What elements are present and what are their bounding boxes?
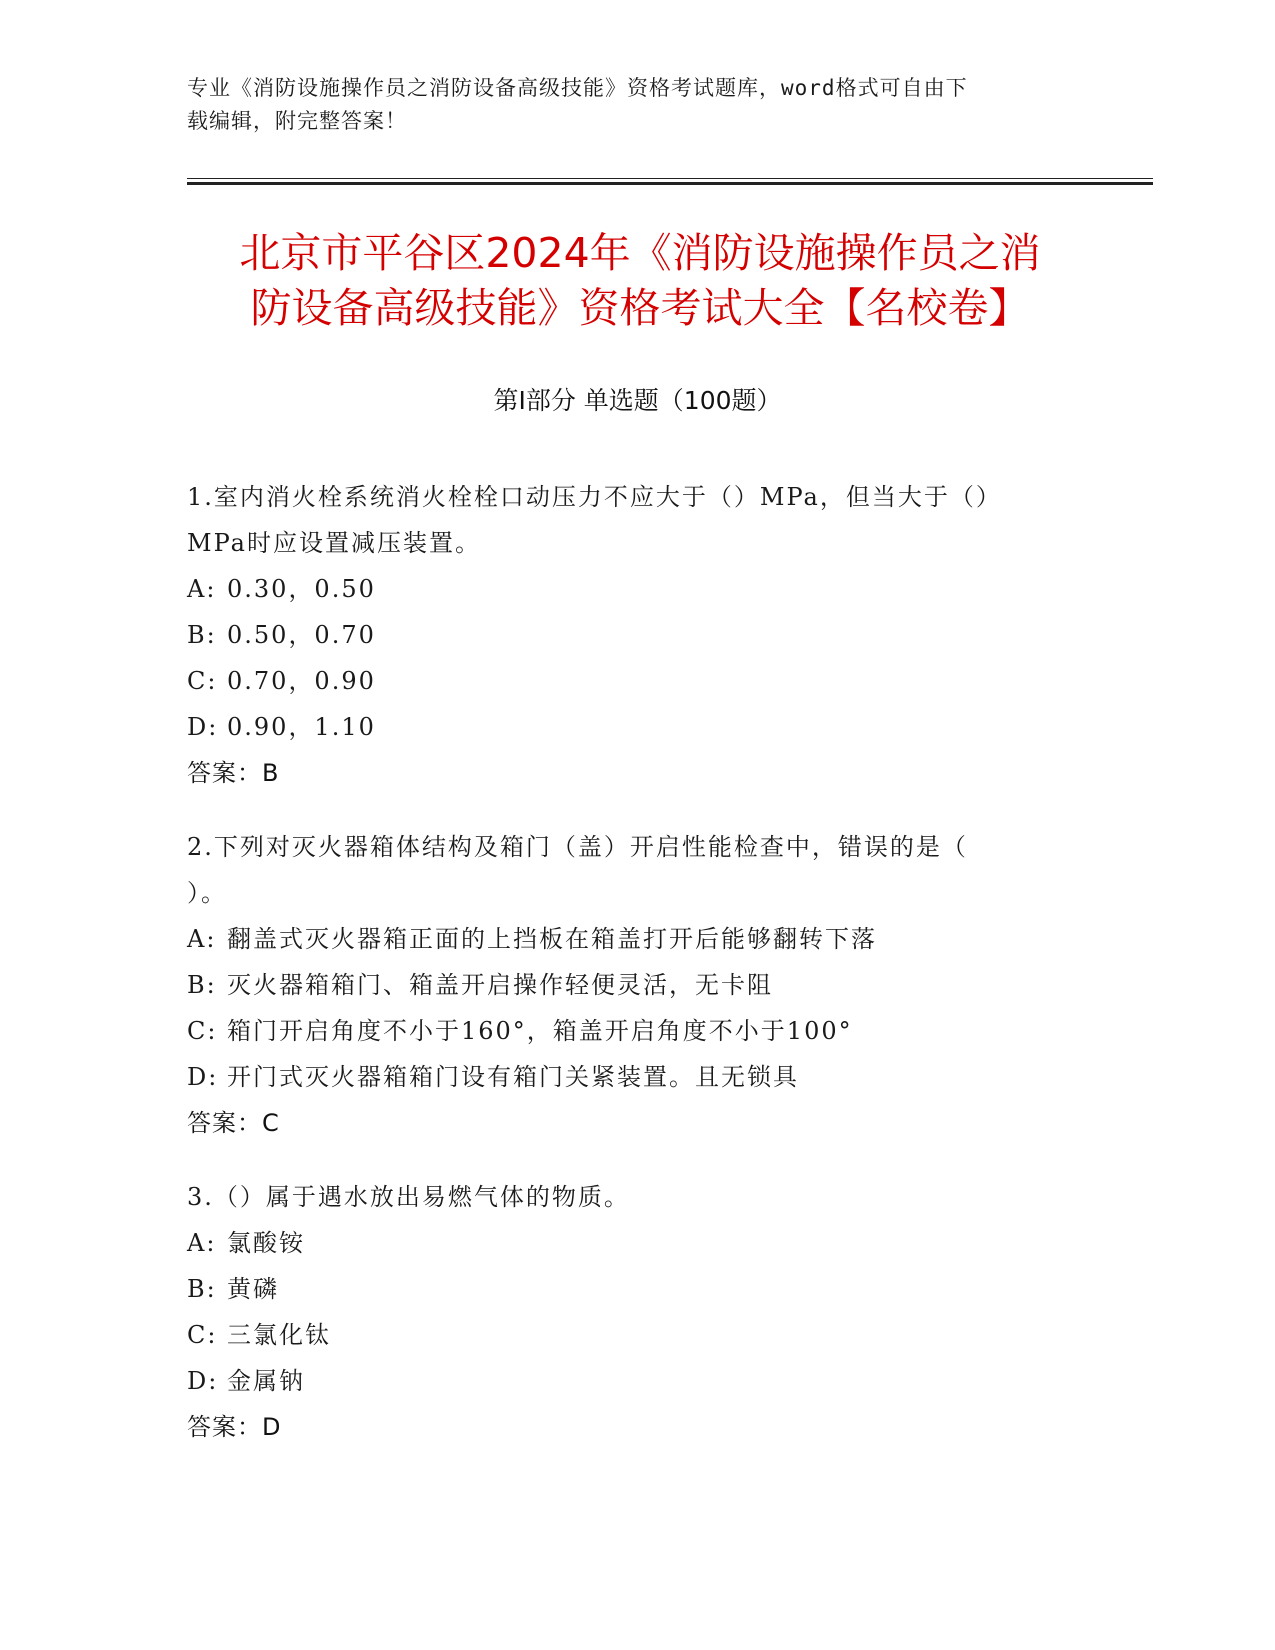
question-1 xyxy=(187,474,1087,796)
header-divider-thick xyxy=(187,182,1153,185)
header-divider-thin xyxy=(187,178,1153,179)
header-note-line1: 专业《消防设施操作员之消防设备高级技能》资格考试题库，word格式可自由下 xyxy=(187,76,968,100)
document-title xyxy=(180,226,1100,336)
document-title-line1: 北京市平谷区2024年《消防设施操作员之消 xyxy=(239,229,1041,277)
option-text: 箱门开启角度不小于160°，箱盖开启角度不小于100° xyxy=(227,1017,853,1045)
question-2 xyxy=(187,824,1087,1146)
option-b xyxy=(187,962,1087,1008)
question-stem-line2: MPa时应设置减压装置。 xyxy=(187,529,481,557)
option-key: D: xyxy=(187,1367,219,1395)
option-a xyxy=(187,566,1087,612)
answer-label: 答案：D xyxy=(187,1413,282,1441)
option-key: A: xyxy=(187,1229,217,1257)
option-key: B: xyxy=(187,971,217,999)
option-key: B: xyxy=(187,1275,217,1303)
question-list xyxy=(187,474,1087,1478)
header-note-line2: 载编辑，附完整答案！ xyxy=(187,109,407,133)
option-a xyxy=(187,916,1087,962)
option-key: A: xyxy=(187,925,217,953)
section-heading: 第Ⅰ部分 单选题（100题） xyxy=(493,386,782,415)
option-c xyxy=(187,658,1087,704)
question-stem-line1: 3.（）属于遇水放出易燃气体的物质。 xyxy=(187,1183,630,1211)
option-c xyxy=(187,1008,1087,1054)
option-key: C: xyxy=(187,1017,218,1045)
option-d xyxy=(187,1054,1087,1100)
option-d xyxy=(187,1358,1087,1404)
option-key: B: xyxy=(187,621,217,649)
option-text: 黄磷 xyxy=(227,1275,279,1303)
answer-label: 答案：B xyxy=(187,759,280,787)
option-text: 0.70，0.90 xyxy=(227,667,376,695)
option-a xyxy=(187,1220,1087,1266)
option-text: 三氯化钛 xyxy=(227,1321,331,1349)
question-stem-line2: ）。 xyxy=(187,879,227,907)
option-b xyxy=(187,612,1087,658)
option-key: A: xyxy=(187,575,217,603)
option-text: 灭火器箱箱门、箱盖开启操作轻便灵活，无卡阻 xyxy=(227,971,773,999)
option-d xyxy=(187,704,1087,750)
option-text: 金属钠 xyxy=(227,1367,305,1395)
option-key: C: xyxy=(187,1321,218,1349)
document-title-line2: 防设备高级技能》资格考试大全【名校卷】 xyxy=(250,284,1030,332)
header-note xyxy=(187,72,1087,138)
question-stem-line1: 1.室内消火栓系统消火栓栓口动压力不应大于（）MPa，但当大于（） xyxy=(187,483,1002,511)
option-text: 0.50，0.70 xyxy=(227,621,376,649)
question-stem-line1: 2.下列对灭火器箱体结构及箱门（盖）开启性能检查中，错误的是（ xyxy=(187,833,968,861)
option-key: D: xyxy=(187,1063,219,1091)
option-b xyxy=(187,1266,1087,1312)
answer-label: 答案：C xyxy=(187,1109,280,1137)
option-key: D: xyxy=(187,713,219,741)
option-text: 氯酸铵 xyxy=(227,1229,305,1257)
option-text: 开门式灭火器箱箱门设有箱门关紧装置。且无锁具 xyxy=(227,1063,799,1091)
question-3 xyxy=(187,1174,1087,1450)
option-text: 0.90，1.10 xyxy=(227,713,376,741)
option-text: 翻盖式灭火器箱正面的上挡板在箱盖打开后能够翻转下落 xyxy=(227,925,877,953)
option-key: C: xyxy=(187,667,218,695)
option-c xyxy=(187,1312,1087,1358)
option-text: 0.30，0.50 xyxy=(227,575,376,603)
